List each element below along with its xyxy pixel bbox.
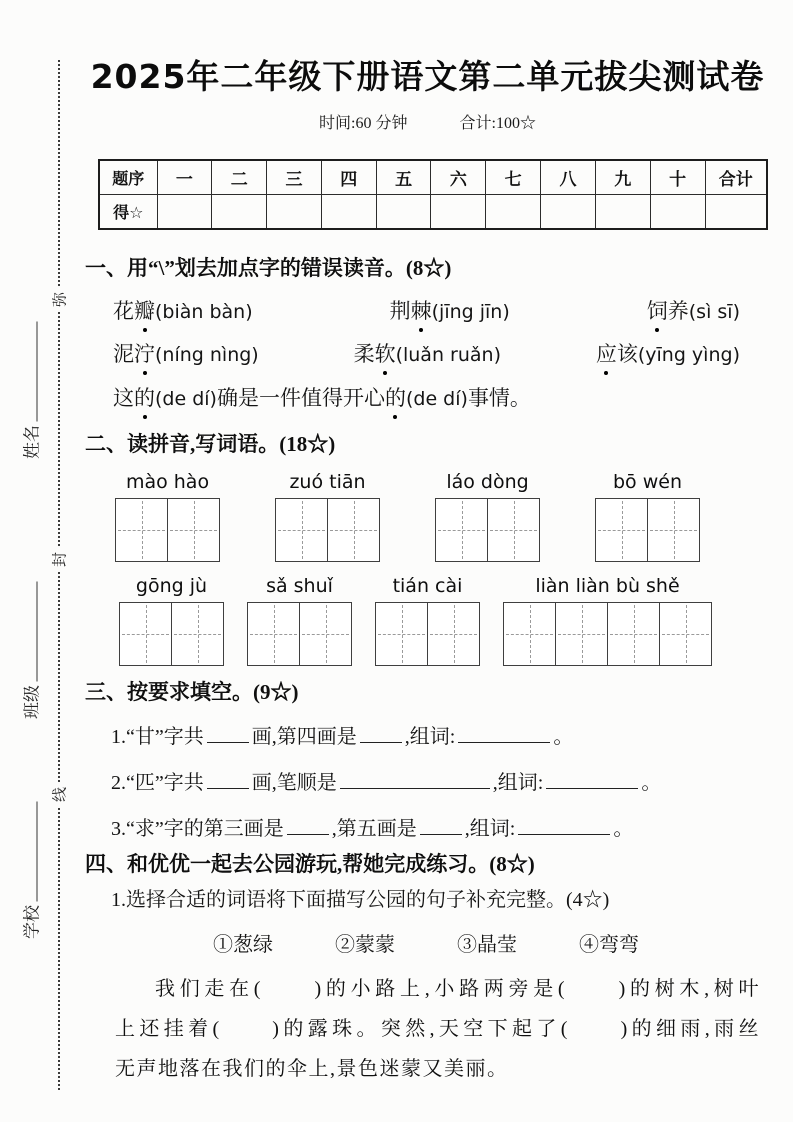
name-blank-line <box>23 322 38 422</box>
pinyin-choices: (sì sī) <box>688 301 740 323</box>
writing-cell <box>120 603 172 665</box>
blank-line <box>340 769 490 789</box>
score-cell <box>376 195 431 230</box>
score-col-header: 八 <box>541 160 596 195</box>
section2-heading: 二、读拼音,写词语。(18☆) <box>85 432 336 456</box>
blank-line <box>207 769 249 789</box>
word-options-row <box>85 928 770 957</box>
word-entry: 饲养(sì sī) <box>647 295 740 325</box>
dotted-char: 泞 <box>134 338 155 368</box>
score-col-header: 九 <box>595 160 650 195</box>
pinyin-label: bō wén <box>613 471 682 493</box>
section1-word-row-2 <box>85 338 740 368</box>
pinyin-label: mào hào <box>125 471 210 493</box>
score-col-header: 三 <box>267 160 322 195</box>
fill-item-2: 2.“匹”字共 画,笔顺是 ,组词: 。 <box>85 768 770 798</box>
score-col-header: 一 <box>157 160 212 195</box>
section4-heading: 四、和优优一起去公园游玩,帮她完成练习。(8☆) <box>85 852 535 876</box>
blank-line <box>546 769 638 789</box>
score-col-header: 五 <box>376 160 431 195</box>
word-writing-group <box>247 574 352 666</box>
writing-cell <box>116 499 168 561</box>
word-writing-group <box>119 574 224 666</box>
score-col-header: 四 <box>321 160 376 195</box>
score-cell <box>595 195 650 230</box>
word-writing-group <box>435 470 540 562</box>
paragraph-line: 无声地落在我们的伞上,景色迷蒙又美丽。 <box>115 1058 509 1080</box>
blank-line <box>458 723 550 743</box>
exam-time: 时间:60 分钟 <box>319 115 408 132</box>
word-writing-group <box>595 470 700 562</box>
score-col-header: 七 <box>486 160 541 195</box>
writing-grid <box>247 602 352 666</box>
section1-heading: 一、用“\”划去加点字的错误读音。(8☆) <box>85 256 452 280</box>
score-col-header: 合计 <box>705 160 767 195</box>
score-cell <box>705 195 767 230</box>
writing-grid <box>119 602 224 666</box>
pinyin-label: láo dòng <box>446 471 529 493</box>
pinyin-choices: (de dí) <box>155 388 217 410</box>
writing-cell <box>556 603 608 665</box>
writing-cell <box>436 499 488 561</box>
writing-grid <box>503 602 712 666</box>
blank-line <box>287 815 329 835</box>
score-col-header: 六 <box>431 160 486 195</box>
blank-line <box>420 815 462 835</box>
section2-row-2 <box>119 574 770 666</box>
class-label-text: 班级 <box>22 685 42 719</box>
score-cell <box>541 195 596 230</box>
school-field-label <box>18 786 43 956</box>
blank-line <box>518 815 610 835</box>
word-entry: 泥泞(níng nìng) <box>113 338 259 368</box>
writing-cell <box>168 499 219 561</box>
word-entry: 柔软(luǎn ruǎn) <box>354 338 501 368</box>
pinyin-choices: (jīng jīn) <box>431 301 510 323</box>
writing-cell <box>248 603 300 665</box>
writing-grid <box>275 498 380 562</box>
exam-meta <box>85 110 770 133</box>
section2-row-1 <box>115 470 770 562</box>
blank-line <box>207 723 249 743</box>
pinyin-choices: (yīng yìng) <box>637 344 740 366</box>
writing-cell <box>328 499 379 561</box>
writing-cell <box>596 499 648 561</box>
writing-grid <box>595 498 700 562</box>
writing-cell <box>428 603 479 665</box>
score-cell <box>650 195 705 230</box>
dotted-char: 软 <box>375 338 396 368</box>
class-blank-line <box>23 582 38 682</box>
fill-item-3: 3.“求”字的第三画是 ,第五画是 ,组词: 。 <box>85 814 770 844</box>
score-row-label: 得☆ <box>99 195 157 230</box>
score-table <box>98 159 768 230</box>
dotted-char: 的 <box>385 382 406 412</box>
word-entry: 花瓣(biàn bàn) <box>113 295 253 325</box>
seal-char-xian: 线 <box>43 783 76 807</box>
seal-char-feng: 封 <box>43 548 76 572</box>
word-writing-group <box>375 574 480 666</box>
writing-cell <box>376 603 428 665</box>
writing-cell <box>660 603 711 665</box>
score-col-header: 十 <box>650 160 705 195</box>
option-4: ④弯弯 <box>579 934 639 956</box>
word-writing-group <box>503 574 712 666</box>
score-col-header: 题序 <box>99 160 157 195</box>
score-cell <box>431 195 486 230</box>
writing-cell <box>276 499 328 561</box>
pinyin-label: sǎ shuǐ <box>266 575 333 597</box>
score-cell <box>486 195 541 230</box>
name-label-text: 姓名 <box>22 425 42 459</box>
option-3: ③晶莹 <box>457 934 517 956</box>
score-cell <box>157 195 212 230</box>
section1-word-row-1 <box>85 295 740 325</box>
dotted-char: 的 <box>134 382 155 412</box>
dotted-char: 饲 <box>647 295 668 325</box>
word-writing-group <box>115 470 220 562</box>
dotted-char: 瓣 <box>134 295 155 325</box>
dotted-char: 棘 <box>411 295 432 325</box>
score-cell <box>267 195 322 230</box>
exam-title: 2025年二年级下册语文第二单元拔尖测试卷 <box>90 57 765 96</box>
section1-sentence: 这的(de dí)确是一件值得开心的(de dí)事情。 <box>85 382 770 412</box>
pinyin-choices: (níng nìng) <box>155 344 259 366</box>
seal-dashed-line <box>58 60 60 1090</box>
score-col-header: 二 <box>212 160 267 195</box>
score-cell <box>321 195 376 230</box>
pinyin-choices: (de dí) <box>405 388 468 410</box>
blank-line <box>360 723 402 743</box>
option-2: ②蒙蒙 <box>335 934 395 956</box>
writing-cell <box>648 499 699 561</box>
school-blank-line <box>23 802 38 902</box>
pinyin-label: liàn liàn bù shě <box>535 575 680 597</box>
writing-grid <box>375 602 480 666</box>
pinyin-choices: (biàn bàn) <box>155 301 253 323</box>
option-1: ①葱绿 <box>213 934 273 956</box>
score-table-header-row <box>99 160 767 195</box>
writing-cell <box>608 603 660 665</box>
writing-cell <box>488 499 539 561</box>
dotted-char: 应 <box>596 338 617 368</box>
fill-paragraph <box>115 969 760 1089</box>
pinyin-label: gōng jù <box>135 575 208 597</box>
section4-subitem-1: 1.选择合适的词语将下面描写公园的句子补充完整。(4☆) <box>111 889 610 911</box>
score-table-score-row <box>99 195 767 230</box>
pinyin-label: tián cài <box>392 575 463 597</box>
pinyin-choices: (luǎn ruǎn) <box>395 344 501 366</box>
writing-cell <box>504 603 556 665</box>
score-cell <box>212 195 267 230</box>
word-writing-group <box>275 470 380 562</box>
word-entry: 荆棘(jīng jīn) <box>390 295 510 325</box>
word-entry: 应该(yīng yìng) <box>596 338 740 368</box>
class-field-label <box>18 566 43 736</box>
writing-grid <box>435 498 540 562</box>
school-label-text: 学校 <box>22 905 42 939</box>
fill-item-1: 1.“甘”字共 画,第四画是 ,组词: 。 <box>85 722 770 752</box>
paragraph-line: 上还挂着( )的露珠。突然,天空下起了( )的细雨,雨丝 <box>115 1018 760 1040</box>
exam-total-score: 合计:100☆ <box>459 115 536 132</box>
writing-cell <box>300 603 351 665</box>
name-field-label <box>18 306 43 476</box>
section3-heading: 三、按要求填空。(9☆) <box>85 680 299 704</box>
writing-cell <box>172 603 223 665</box>
writing-grid <box>115 498 220 562</box>
paragraph-line: 我们走在( )的小路上,小路两旁是( )的树木,树叶 <box>155 978 760 1000</box>
seal-char-mi: 弥 <box>43 288 76 312</box>
pinyin-label: zuó tiān <box>289 471 366 493</box>
